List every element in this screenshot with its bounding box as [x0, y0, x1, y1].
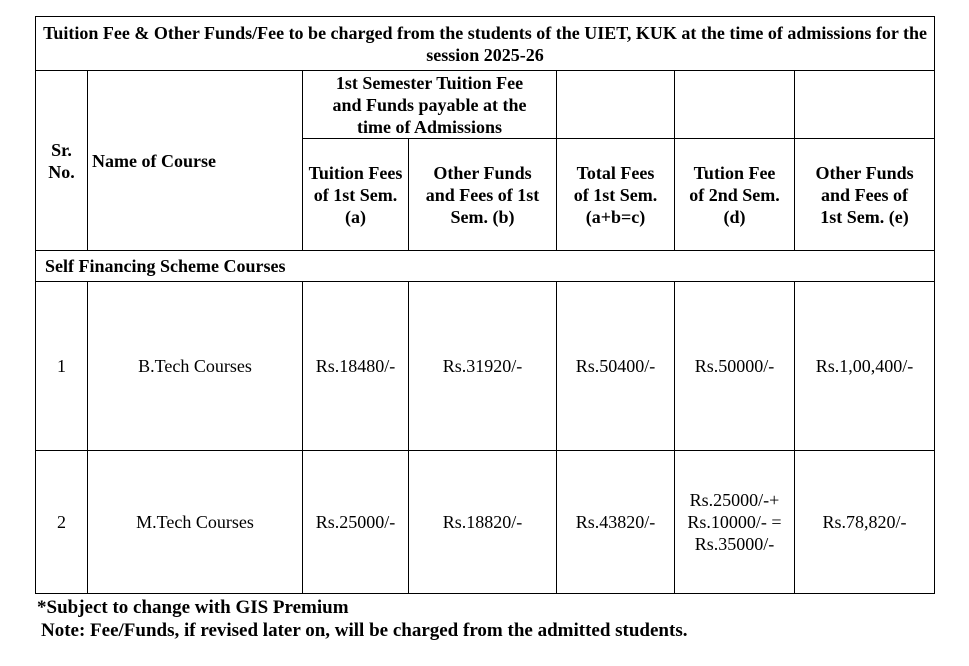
header-sr-no: Sr. No. — [36, 71, 88, 251]
section-label: Self Financing Scheme Courses — [36, 251, 935, 282]
cell-a: Rs.18480/- — [303, 282, 409, 451]
cell-e: Rs.1,00,400/- — [795, 282, 935, 451]
header-col-d: Tution Fee of 2nd Sem. (d) — [675, 139, 795, 251]
cell-a: Rs.25000/- — [303, 451, 409, 594]
table-row — [36, 451, 935, 594]
header-empty-d — [675, 71, 795, 139]
subject-note: *Subject to change with GIS Premium — [37, 597, 349, 618]
header-col-a: Tuition Fees of 1st Sem. (a) — [303, 139, 409, 251]
cell-d-line: Rs.50000/- — [694, 356, 775, 376]
cell-d-line: Rs.10000/- = — [687, 512, 782, 532]
cell-b: Rs.31920/- — [409, 282, 557, 451]
header-col-b: Other Funds and Fees of 1st Sem. (b) — [409, 139, 557, 251]
cell-sr: 2 — [36, 451, 88, 594]
cell-course: B.Tech Courses — [88, 282, 303, 451]
fee-table — [35, 16, 935, 594]
cell-b: Rs.18820/- — [409, 451, 557, 594]
header-col-c: Total Fees of 1st Sem. (a+b=c) — [557, 139, 675, 251]
cell-d — [675, 282, 795, 451]
cell-d-line: Rs.25000/-+ — [689, 490, 780, 510]
cell-d — [675, 451, 795, 594]
header-first-sem-group: 1st Semester Tuition Fee and Funds payable at the time of Admissions — [303, 71, 557, 139]
header-course-name: Name of Course — [88, 71, 303, 251]
header-col-e: Other Funds and Fees of 1st Sem. (e) — [795, 139, 935, 251]
cell-course: M.Tech Courses — [88, 451, 303, 594]
fee-note: Note: Fee/Funds, if revised later on, will be charged from the admitted students. — [41, 620, 688, 641]
cell-e: Rs.78,820/- — [795, 451, 935, 594]
cell-c: Rs.43820/- — [557, 451, 675, 594]
cell-sr: 1 — [36, 282, 88, 451]
cell-c: Rs.50400/- — [557, 282, 675, 451]
table-title: Tuition Fee & Other Funds/Fee to be charged from the students of the UIET, KUK at the time of admissions for the session 2025-26 — [36, 17, 935, 71]
cell-d-line: Rs.35000/- — [694, 534, 775, 554]
header-empty-e — [795, 71, 935, 139]
table-row — [36, 282, 935, 451]
header-empty-c — [557, 71, 675, 139]
